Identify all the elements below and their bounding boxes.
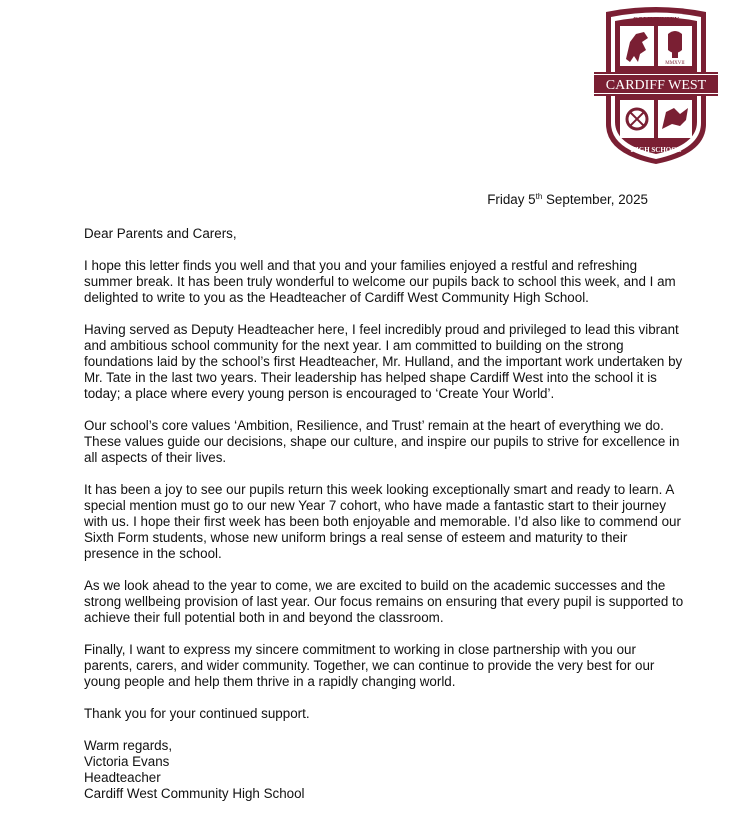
paragraph-5: As we look ahead to the year to come, we are excited to build on the academic successes and the strong wellbeing provision of last year. Our focus remains on ensuring that every pupil is supported to achieve their full potential both in and beyond the classroom. — [84, 578, 684, 625]
signoff-name: Victoria Evans — [84, 754, 170, 769]
signoff-block — [84, 738, 684, 802]
paragraph-4: It has been a joy to see our pupils return this week looking exceptionally smart and ready to learn. A special mention must go to our new Year 7 cohort, who have made a fantastic start to their journey with us. I hope their first week has been both enjoyable and memorable. I’d also like to commend our Sixth Form students, whose new uniform brings a real sense of esteem and maturity to their presence in the school. — [84, 482, 681, 561]
salutation: Dear Parents and Carers, — [84, 226, 237, 241]
crest-bottom-text: HIGH SCHOOL — [630, 146, 682, 154]
letter-date — [470, 192, 648, 208]
crest-band-text: CARDIFF WEST — [605, 78, 707, 93]
letter-body — [84, 226, 684, 802]
paragraph-1: I hope this letter finds you well and that you and your families enjoyed a restful and refreshing summer break. It has been truly wonderful to welcome our pupils back to school this week, and I am delighted to write to you as the Headteacher of Cardiff West Community High School. — [84, 258, 676, 305]
crest-top-text: COMMUNITY — [632, 16, 680, 24]
paragraph-2: Having served as Deputy Headteacher here, I feel incredibly proud and privileged to lead this vibrant and ambitious school community for the next year. I am committed to building on the strong foundations laid by the school’s first Headteacher, Mr. Hulland, and the important work undertaken by Mr. Tate in the last two years. Their leadership has helped shape Cardiff West into the school it is today; a place where every young person is encouraged to ‘Create Your World’. — [84, 322, 683, 401]
date-rest: September, 2025 — [542, 192, 648, 207]
date-prefix: Friday 5 — [487, 192, 536, 207]
signoff-title: Headteacher — [84, 770, 161, 785]
crest-roman-numerals: MMXVII — [665, 61, 685, 66]
school-crest-logo — [594, 4, 718, 168]
paragraph-6: Finally, I want to express my sincere commitment to working in close partnership with you our parents, carers, and wider community. Together, we can continue to provide the very best for our young people and help them thrive in a rapidly changing world. — [84, 642, 655, 689]
paragraph-7: Thank you for your continued support. — [84, 706, 310, 721]
paragraph-3: Our school’s core values ‘Ambition, Resilience, and Trust’ remain at the heart of everything we do. These values guide our decisions, shape our culture, and inspire our pupils to strive for excellence in all aspects of their lives. — [84, 418, 680, 465]
signoff-school: Cardiff West Community High School — [84, 786, 305, 801]
date-ordinal: th — [535, 192, 543, 201]
signoff-closing: Warm regards, — [84, 738, 173, 753]
